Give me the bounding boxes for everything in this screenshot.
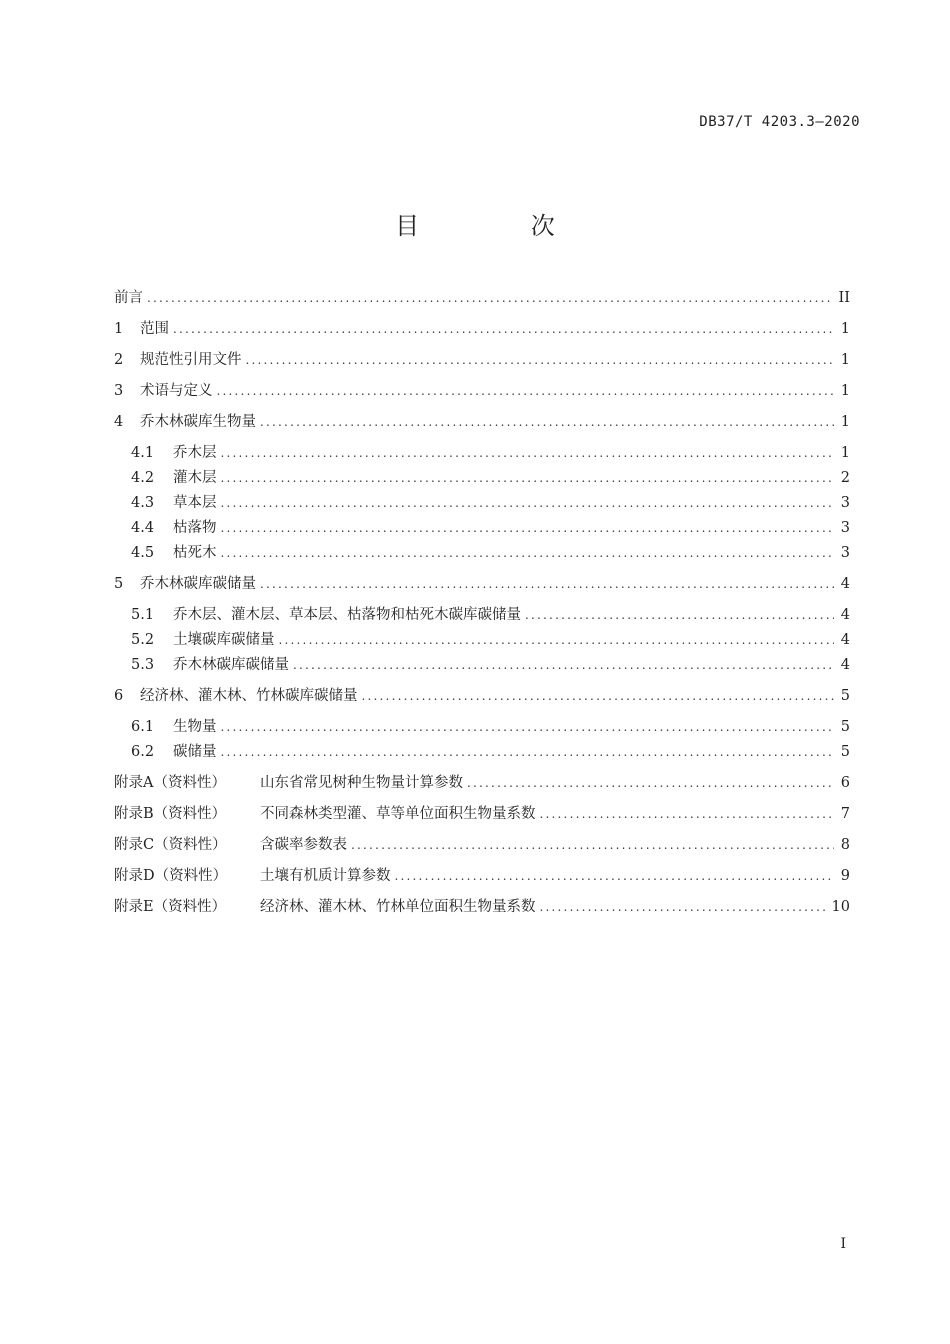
toc-dot-leader <box>246 349 835 371</box>
toc-entry[interactable] <box>131 517 850 539</box>
toc-entry[interactable] <box>114 380 850 402</box>
toc-entry-title: 枯死木 <box>173 545 217 561</box>
toc-entry-title: 乔木层、灌木层、草本层、枯落物和枯死木碳库碳储量 <box>173 607 521 623</box>
toc-entry-page: 1 <box>840 352 850 368</box>
toc-dot-leader <box>221 542 835 564</box>
toc-dot-leader <box>260 411 834 433</box>
toc-entry[interactable] <box>114 318 850 340</box>
toc-dot-leader <box>221 492 835 514</box>
page-title: 目 次 <box>395 212 607 240</box>
toc-entry-number: 6 <box>114 688 124 704</box>
toc-entry-title: 规范性引用文件 <box>140 352 242 368</box>
toc-entry-number: 1 <box>114 321 124 337</box>
toc-entry-title: 含碳率参数表 <box>260 837 347 853</box>
toc-entry-title: 不同森林类型灌、草等单位面积生物量系数 <box>260 806 536 822</box>
toc-entry-number: 附录C（资料性） <box>114 837 227 853</box>
toc-entry-number: 附录D（资料性） <box>114 868 228 884</box>
toc-entry-page: 10 <box>831 899 850 915</box>
toc-entry-number: 4.4 <box>131 520 155 536</box>
toc-entry-number: 3 <box>114 383 124 399</box>
toc-entry-title: 碳储量 <box>173 744 217 760</box>
toc-entry-title: 经济林、灌木林、竹林碳库碳储量 <box>140 688 358 704</box>
toc-dot-leader <box>147 287 833 309</box>
toc-entry-title: 生物量 <box>173 719 217 735</box>
toc-entry-number: 2 <box>114 352 124 368</box>
toc-entry[interactable] <box>114 685 850 707</box>
toc-entry-page: 7 <box>840 806 850 822</box>
toc-entry-title: 草本层 <box>173 495 217 511</box>
toc-entry-page: 3 <box>840 545 850 561</box>
toc-entry-title: 经济林、灌木林、竹林单位面积生物量系数 <box>260 899 536 915</box>
toc-entry-number: 6.2 <box>131 744 155 760</box>
toc-entry-page: 5 <box>840 744 850 760</box>
toc-entry[interactable] <box>131 467 850 489</box>
page-number: I <box>840 1236 846 1252</box>
toc-entry-page: 1 <box>840 414 850 430</box>
toc-entry-number: 4.3 <box>131 495 155 511</box>
toc-entry-number: 附录E（资料性） <box>114 899 227 915</box>
toc-entry-title: 灌木层 <box>173 470 217 486</box>
toc-entry[interactable] <box>131 654 850 676</box>
toc-entry-title: 土壤有机质计算参数 <box>260 868 391 884</box>
toc-entry-page: 1 <box>840 445 850 461</box>
toc-entry[interactable] <box>131 604 850 626</box>
toc-entry-page: 1 <box>840 383 850 399</box>
standard-number: DB37/T 4203.3—2020 <box>699 114 860 130</box>
toc-entry-title: 乔木林碳库生物量 <box>140 414 256 430</box>
toc-entry-page: 5 <box>840 688 850 704</box>
toc-entry[interactable] <box>114 803 850 825</box>
toc-entry-page: 5 <box>840 719 850 735</box>
toc-entry-title: 山东省常见树种生物量计算参数 <box>260 775 463 791</box>
toc-entry-page: 3 <box>840 495 850 511</box>
toc-dot-leader <box>540 896 826 918</box>
toc-entry-number: 6.1 <box>131 719 155 735</box>
toc-entry-number: 5.1 <box>131 607 155 623</box>
toc-entry-title: 乔木层 <box>173 445 217 461</box>
toc-dot-leader <box>293 654 834 676</box>
toc-entry[interactable] <box>114 349 850 371</box>
toc-entry-page: 1 <box>840 321 850 337</box>
toc-entry[interactable] <box>114 834 850 856</box>
toc-entry-page: 4 <box>840 632 850 648</box>
toc-entry[interactable] <box>114 865 850 887</box>
toc-entry[interactable] <box>131 716 850 738</box>
toc-entry-number: 附录A（资料性） <box>114 775 226 791</box>
toc-dot-leader <box>395 865 835 887</box>
toc-entry[interactable] <box>131 542 850 564</box>
toc-entry[interactable] <box>131 442 850 464</box>
toc-dot-leader <box>540 803 835 825</box>
toc-entry-number: 4.2 <box>131 470 155 486</box>
toc-dot-leader <box>221 517 835 539</box>
toc-entry-page: 4 <box>840 607 850 623</box>
toc-entry-title: 土壤碳库碳储量 <box>173 632 275 648</box>
toc-entry-number: 4.5 <box>131 545 155 561</box>
toc-entry[interactable] <box>131 741 850 763</box>
toc-entry-page: 6 <box>840 775 850 791</box>
toc-dot-leader <box>279 629 835 651</box>
toc-entry-number: 5.3 <box>131 657 155 673</box>
toc-dot-leader <box>351 834 834 856</box>
toc-entry[interactable] <box>131 629 850 651</box>
toc-entry-page: 9 <box>840 868 850 884</box>
toc-entry-page: 2 <box>840 470 850 486</box>
toc-entry[interactable] <box>131 492 850 514</box>
toc-dot-leader <box>362 685 835 707</box>
toc-dot-leader <box>221 741 835 763</box>
toc-entry-title: 术语与定义 <box>140 383 213 399</box>
toc-dot-leader <box>217 380 835 402</box>
toc-entry-title: 枯落物 <box>173 520 217 536</box>
toc-dot-leader <box>221 467 835 489</box>
toc-entry-page: 8 <box>840 837 850 853</box>
toc-dot-leader <box>221 442 835 464</box>
toc-entry-page: 4 <box>840 576 850 592</box>
toc-dot-leader <box>260 573 834 595</box>
toc-entry-number: 5 <box>114 576 124 592</box>
toc-entry-number: 4 <box>114 414 124 430</box>
toc-dot-leader <box>173 318 834 340</box>
toc-entry[interactable] <box>114 411 850 433</box>
toc-dot-leader <box>221 716 835 738</box>
toc-entry-number: 5.2 <box>131 632 155 648</box>
toc-entry[interactable] <box>114 772 850 794</box>
toc-entry-page: II <box>838 290 850 306</box>
toc-entry-title: 范围 <box>140 321 169 337</box>
toc-entry-page: 3 <box>840 520 850 536</box>
toc-dot-leader <box>467 772 834 794</box>
toc-dot-leader <box>525 604 834 626</box>
toc-entry-title: 前言 <box>114 290 143 306</box>
toc-entry[interactable] <box>114 287 850 309</box>
toc-entry-title: 乔木林碳库碳储量 <box>140 576 256 592</box>
toc-entry[interactable] <box>114 896 850 918</box>
toc-entry-title: 乔木林碳库碳储量 <box>173 657 289 673</box>
toc-entry[interactable] <box>114 573 850 595</box>
toc-entry-number: 4.1 <box>131 445 155 461</box>
toc-entry-number: 附录B（资料性） <box>114 806 227 822</box>
toc-entry-page: 4 <box>840 657 850 673</box>
